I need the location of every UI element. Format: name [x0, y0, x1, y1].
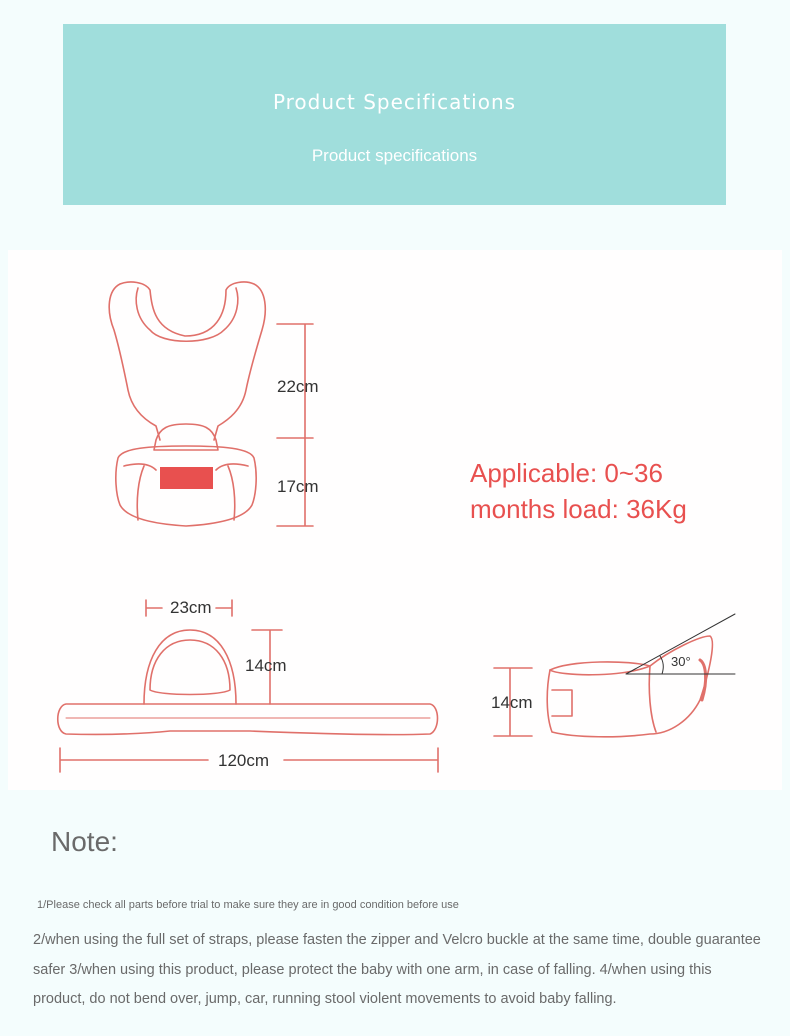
carrier-label-patch — [160, 467, 213, 489]
note-item-1: 1/Please check all parts before trial to make sure they are in good condition before use — [37, 899, 459, 911]
dim-label-upper: 22cm — [277, 377, 319, 396]
dim-label-belt-length: 120cm — [218, 751, 270, 770]
dim-label-angle: 30° — [671, 654, 691, 669]
dim-label-seat-height: 14cm — [245, 656, 287, 675]
note-title: Note: — [51, 826, 118, 857]
applicable-specs — [470, 455, 770, 527]
banner-title: Product Specifications — [272, 90, 517, 114]
carrier-yoke — [109, 282, 265, 440]
dim-label-side-height: 14cm — [491, 693, 533, 712]
applicable-load: months load: 36Kg — [470, 494, 687, 524]
applicable-age: Applicable: 0~36 — [470, 458, 663, 488]
dim-label-seat-width: 23cm — [170, 598, 212, 617]
dim-label-lower: 17cm — [277, 477, 319, 496]
note-item-2: 2/when using the full set of straps, please fasten the zipper and Velcro buckle at the same time, double guarantee safer 3/when using this product, please protect the baby with one arm, in case of falling. 4/when using this product, do not bend over, jump, car, running stool violent movements to avoid baby falling. — [33, 932, 761, 1007]
side-seat-outline — [547, 636, 712, 737]
banner-subtitle: Product specifications — [311, 146, 478, 165]
belt-outline — [58, 704, 438, 735]
